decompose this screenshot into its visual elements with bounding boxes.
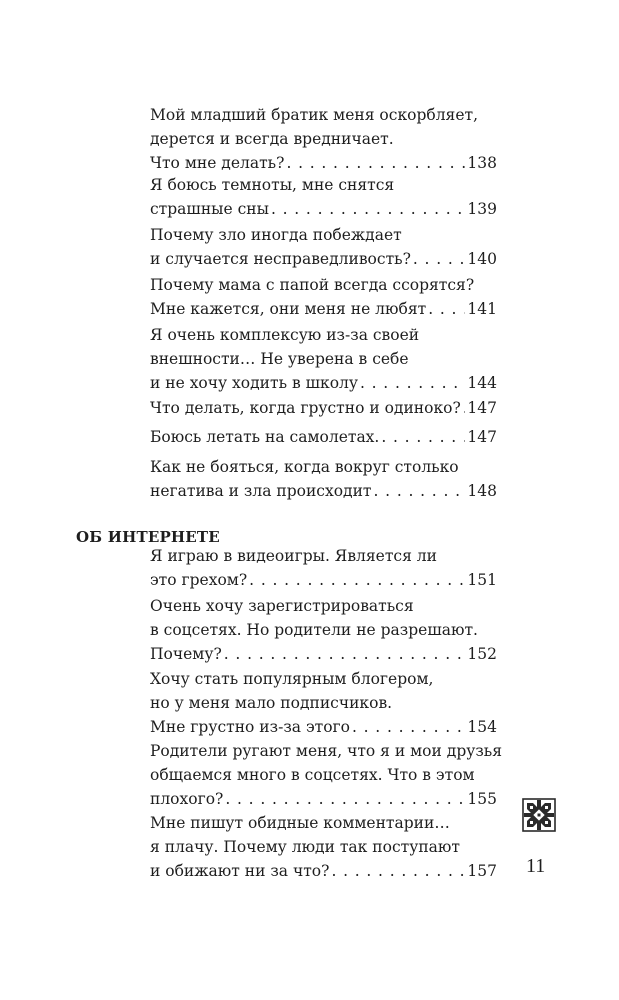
entry-line: Я очень комплексую из-за своей	[150, 326, 420, 344]
entry-title-end: это грехом?	[150, 571, 248, 589]
leader-dots	[428, 297, 465, 321]
entry-page-number: 157	[467, 862, 497, 880]
toc-entry[interactable]	[150, 594, 497, 666]
page-number: 11	[526, 855, 546, 877]
toc-entry[interactable]	[150, 323, 497, 395]
entry-line: Мой младший братик меня оскорбляет,	[150, 106, 479, 124]
entry-page-number: 154	[467, 718, 497, 736]
leader-dots	[352, 715, 465, 739]
entry-line: Я играю в видеоигры. Является ли	[150, 547, 437, 565]
entry-line: Почему мама с папой всегда ссорятся?	[150, 276, 475, 294]
toc-entry[interactable]	[150, 544, 497, 592]
toc-entry[interactable]	[150, 455, 497, 503]
entry-line: но у меня мало подписчиков.	[150, 694, 393, 712]
entry-line: в соцсетях. Но родители не разрешают.	[150, 621, 478, 639]
toc-entry[interactable]	[150, 223, 497, 271]
entry-line: Хочу стать популярным блогером,	[150, 670, 434, 688]
entry-title-end: Мне кажется, они меня не любят	[150, 300, 427, 318]
leader-dots	[360, 371, 465, 395]
entry-title-end: Боюсь летать на самолетах.	[150, 428, 380, 446]
entry-title-end: Почему?	[150, 645, 222, 663]
entry-title-end: страшные сны	[150, 200, 269, 218]
leader-dots	[224, 642, 466, 666]
toc-entry[interactable]	[150, 396, 497, 420]
leader-dots	[249, 568, 465, 592]
leader-dots	[286, 151, 465, 175]
entry-page-number: 152	[467, 645, 497, 663]
entry-page-number: 147	[467, 399, 497, 417]
entry-title-end: негатива и зла происходит	[150, 482, 372, 500]
entry-line: я плачу. Почему люди так поступают	[150, 838, 460, 856]
leader-dots	[331, 859, 465, 883]
entry-page-number: 155	[467, 790, 497, 808]
entry-page-number: 138	[467, 154, 497, 172]
entry-title-end: и не хочу ходить в школу	[150, 374, 358, 392]
entry-page-number: 139	[467, 200, 497, 218]
toc-entry[interactable]	[150, 811, 497, 883]
entry-line: внешности… Не уверена в себе	[150, 350, 409, 368]
toc-entry[interactable]	[150, 739, 503, 811]
entry-title-end: Что делать, когда грустно и одиноко?	[150, 399, 461, 417]
leader-dots	[463, 396, 466, 420]
toc-entry[interactable]	[150, 425, 497, 449]
entry-title-end: и случается несправедливость?	[150, 250, 411, 268]
entry-line: Почему зло иногда побеждает	[150, 226, 402, 244]
entry-page-number: 148	[467, 482, 497, 500]
leader-dots	[413, 247, 466, 271]
entry-line: Родители ругают меня, что я и мои друзья	[150, 742, 503, 760]
toc-entry[interactable]	[150, 273, 497, 321]
toc-entry[interactable]	[150, 103, 497, 175]
section-title: ОБ ИНТЕРНЕТЕ	[76, 528, 220, 546]
entry-line: дерется и всегда вредничает.	[150, 130, 394, 148]
entry-page-number: 140	[467, 250, 497, 268]
entry-title-end: Мне грустно из-за этого	[150, 718, 350, 736]
leader-dots	[381, 425, 465, 449]
toc-entry[interactable]	[150, 667, 497, 739]
entry-line: Мне пишут обидные комментарии…	[150, 814, 450, 832]
snowflake-ornament-icon	[522, 798, 556, 832]
leader-dots	[271, 197, 465, 221]
entry-line: Очень хочу зарегистрироваться	[150, 597, 414, 615]
entry-title-end: плохого?	[150, 790, 224, 808]
entry-title-end: и обижают ни за что?	[150, 862, 330, 880]
leader-dots	[374, 479, 466, 503]
entry-page-number: 151	[467, 571, 497, 589]
entry-page-number: 141	[467, 300, 497, 318]
entry-page-number: 147	[467, 428, 497, 446]
toc-entry[interactable]	[150, 173, 497, 221]
entry-line: общаемся много в соцсетях. Что в этом	[150, 766, 475, 784]
leader-dots	[225, 787, 465, 811]
entry-line: Я боюсь темноты, мне снятся	[150, 176, 395, 194]
entry-page-number: 144	[467, 374, 497, 392]
entry-title-end: Что мне делать?	[150, 154, 285, 172]
entry-line: Как не бояться, когда вокруг столько	[150, 458, 459, 476]
